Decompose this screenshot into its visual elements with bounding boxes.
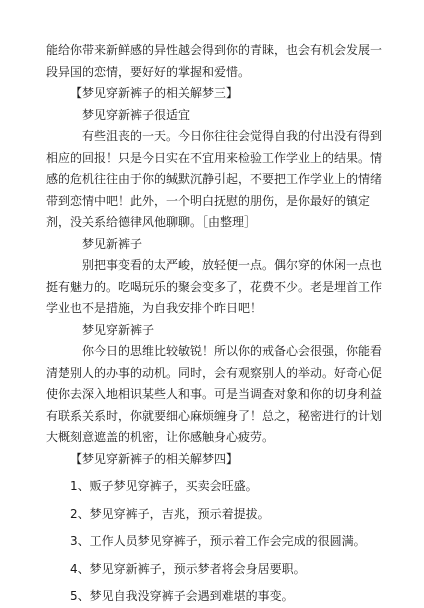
subheading-wearing-new-pants: 梦见穿新裤子: [82, 322, 155, 337]
list-item-3: 3、工作人员梦见穿裤子，预示着工作会完成的很圆满。: [70, 534, 366, 548]
list-item-5: 5、梦见自我没穿裤子会遇到难堪的事变。: [70, 589, 294, 603]
paragraph-relax: 别把事变看的太严峻，放轻便一点。偶尔穿的休闲一点也挺有魅力的。吃喝玩乐的聚会变多了，花费不少。老是埋首工作学业也不是措施，为自我安排个昨日吧！: [46, 258, 383, 315]
list-item-4: 4、梦见穿新裤子，预示梦者将会身居要职。: [70, 561, 306, 576]
list-item-2: 2、梦见穿裤子，吉兆，预示着提拔。: [70, 506, 270, 521]
paragraph-frustrating-day: 有些沮丧的一天。今日你往往会觉得自我的付出没有得到相应的回报！只是今日实在不宜用来检验工作学业上的结果。情感的危机往往由于你的缄默沉静引起，不要把工作学业上的情绪带到恋情中吧！此外，一个明白抚慰的朋伤，是你最好的镇定剂，没关系给德律风他聊聊。［由整理］: [46, 129, 383, 229]
section-heading-3: 【梦见穿新裤子的相关解梦三】: [70, 86, 239, 100]
section-heading-4: 【梦见穿新裤子的相关解梦四】: [70, 451, 239, 466]
document-page: [46, 40, 382, 608]
list-item-1: 1、贩子梦见穿裤子，买卖会旺盛。: [70, 479, 258, 493]
paragraph-sharp-thinking: 你今日的思维比较敏锐！所以你的戒备心会很强，你能看清楚别人的办事的动机。同时，会有观察别人的举动。好奇心促使你去深入地相识某些人和事。可是当调查对象和你的切身利益有联系关系时，你就要细心麻烦缠身了！总之，秘密进行的计划大概刻意遮盖的机密，让你感触身心疲劳。: [46, 344, 383, 444]
subheading-suitable: 梦见穿新裤子很适宜: [82, 107, 191, 122]
paragraph-love-continuation: 能给你带来新鲜感的异性越会得到你的青睐，也会有机会发展一段异国的恋情，要好好的掌握和爱惜。: [46, 43, 383, 79]
subheading-new-pants: 梦见新裤子: [82, 236, 143, 251]
